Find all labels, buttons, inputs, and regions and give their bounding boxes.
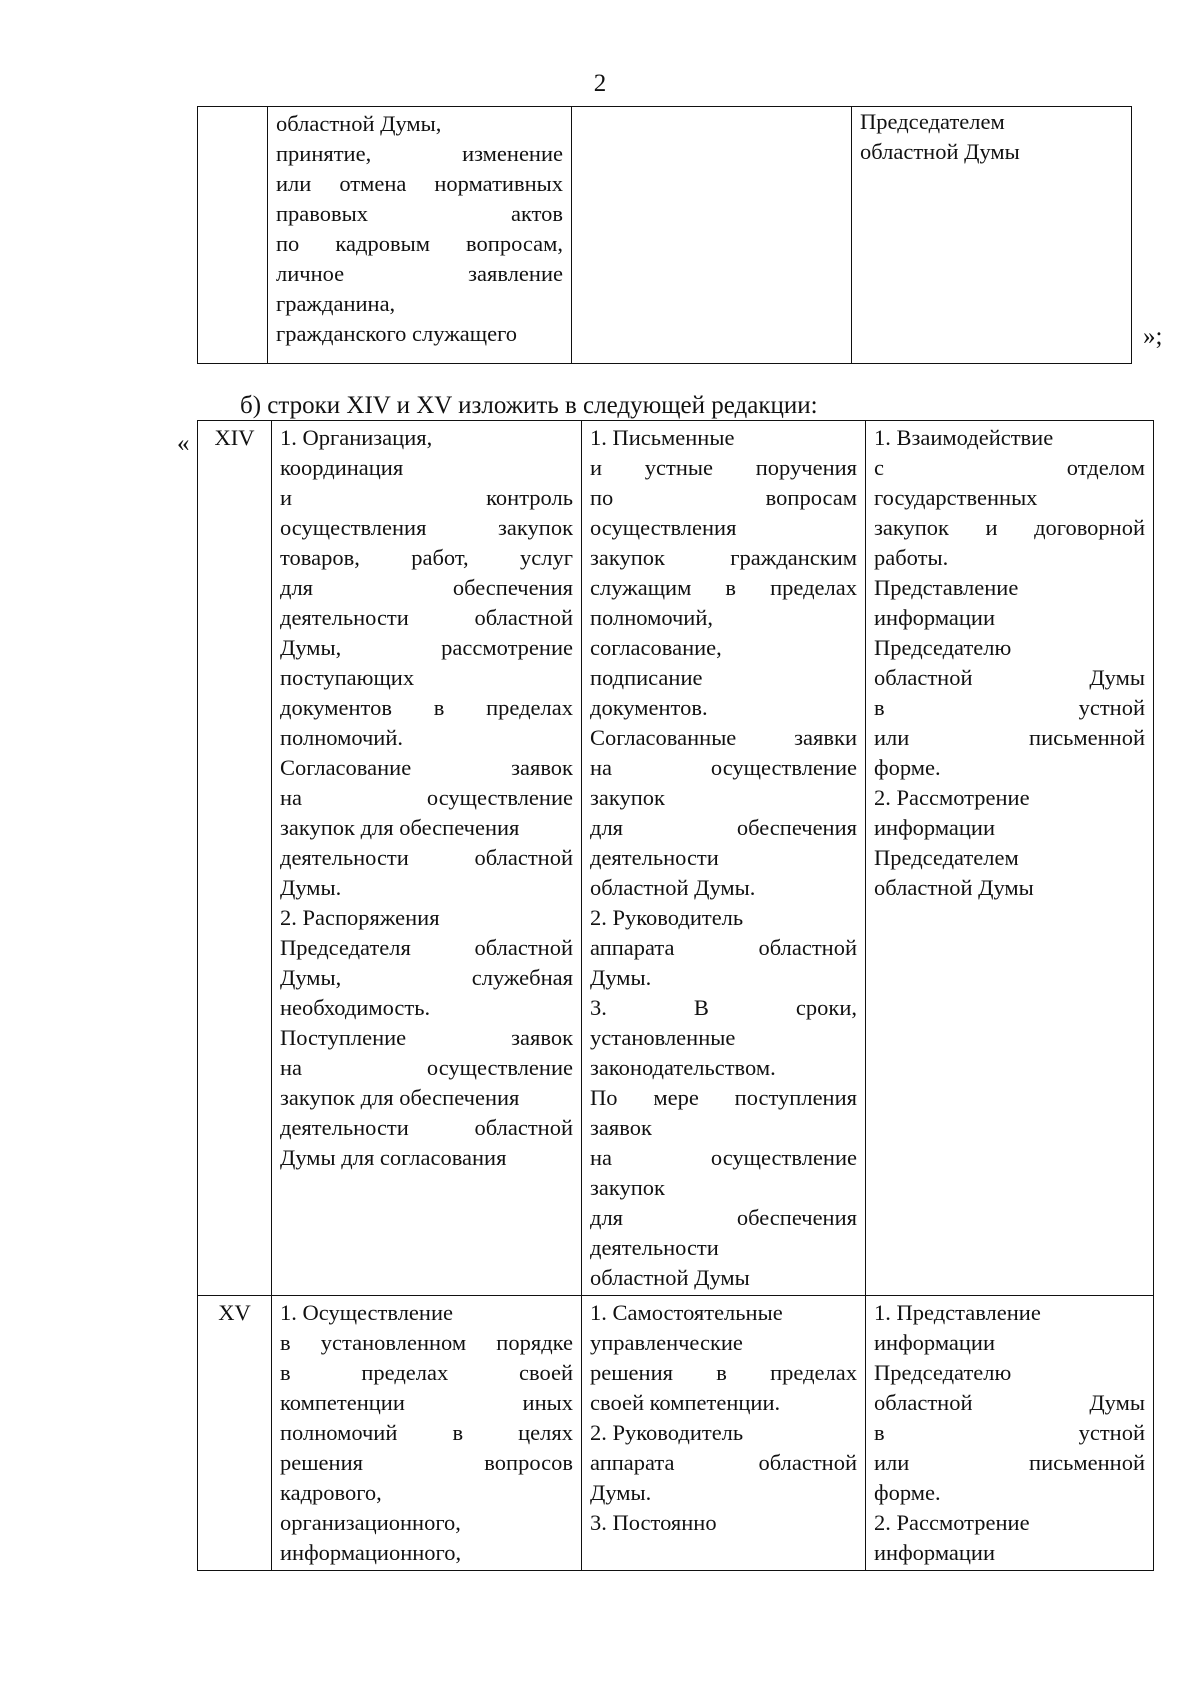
cell-text-line: Думы. xyxy=(590,1480,652,1505)
cell-text-line: закупок и договорной xyxy=(874,515,1145,540)
cell-text-line: или отмена нормативных xyxy=(276,171,563,196)
procedure-text xyxy=(276,109,563,349)
cell-text-line: работы. xyxy=(874,545,949,570)
cell-text-line: и устные поручения xyxy=(590,455,857,480)
cell-text-line: закупок гражданским xyxy=(590,545,857,570)
cell-text-line: областной Думы xyxy=(874,875,1034,900)
procedure-cell xyxy=(272,1296,582,1571)
cell-text-line: областной Думы xyxy=(590,1265,750,1290)
cell-text-line: по вопросам xyxy=(590,485,857,510)
cell-text-line: для обеспечения xyxy=(590,1205,857,1230)
cell-text-line: аппарата областной xyxy=(590,1450,857,1475)
cell-text-line: 1. Организация, xyxy=(280,425,433,450)
cell-text-line: 2. Руководитель xyxy=(590,1420,744,1445)
closing-quote-mark: »; xyxy=(1143,323,1163,350)
cell-text-line: областной Думы. xyxy=(590,875,756,900)
cell-text-line: Согласованные заявки xyxy=(590,725,857,750)
cell-text-line: деятельности xyxy=(590,1235,719,1260)
cell-text-line: деятельности областной xyxy=(280,605,573,630)
interaction-text xyxy=(874,423,1145,903)
cell-text-line: деятельности областной xyxy=(280,845,573,870)
opening-quote-mark: « xyxy=(177,430,190,457)
cell-text-line: закупок для обеспечения xyxy=(280,1085,520,1110)
interaction-text xyxy=(860,107,1123,167)
cell-text-line: для обеспечения xyxy=(590,815,857,840)
cell-text-line: 1. Письменные xyxy=(590,425,735,450)
cell-text-line: в пределах своей xyxy=(280,1360,573,1385)
cell-text-line: правовых актов xyxy=(276,201,563,226)
cell-text-line: Поступление заявок xyxy=(280,1025,573,1050)
cell-text-line: для обеспечения xyxy=(280,575,573,600)
cell-text-line: личное заявление xyxy=(276,261,563,286)
cell-text-line: в установленном порядке xyxy=(280,1330,573,1355)
cell-text-line: по кадровым вопросам, xyxy=(276,231,563,256)
cell-text-line: информации xyxy=(874,605,996,630)
cell-text-line: подписание xyxy=(590,665,703,690)
cell-text-line: закупок xyxy=(590,785,665,810)
cell-text-line: Председателя областной xyxy=(280,935,573,960)
cell-text-line: Думы. xyxy=(280,875,342,900)
cell-text-line: в устной xyxy=(874,1420,1145,1445)
cell-text-line: управленческие xyxy=(590,1330,743,1355)
cell-text-line: полномочий в целях xyxy=(280,1420,573,1445)
row-number-cell: XV xyxy=(198,1296,272,1571)
cell-text-line: 2. Рассмотрение xyxy=(874,785,1030,810)
cell-text-line: информации xyxy=(874,815,996,840)
table-row xyxy=(198,421,1154,1296)
cell-text-line: полномочий, xyxy=(590,605,714,630)
deadline-text xyxy=(590,423,857,1293)
row-number-cell: XIV xyxy=(198,421,272,1296)
cell-text-line: осуществления закупок xyxy=(280,515,573,540)
row-number-cell xyxy=(198,107,268,364)
cell-text-line: 1. Самостоятельные xyxy=(590,1300,783,1325)
cell-text-line: информационного, xyxy=(280,1540,462,1565)
cell-text-line: гражданского служащего xyxy=(276,321,517,346)
cell-text-line: Думы. xyxy=(590,965,652,990)
cell-text-line: закупок xyxy=(590,1175,665,1200)
cell-text-line: 2. Распоряжения xyxy=(280,905,440,930)
amendment-instruction: б) строки XIV и XV изложить в следующей редакции: xyxy=(240,392,818,419)
procedure-text xyxy=(280,423,573,1173)
table-row xyxy=(198,107,1132,364)
cell-text-line: Согласование заявок xyxy=(280,755,573,780)
cell-text-line: товаров, работ, услуг xyxy=(280,545,573,570)
cell-text-line: законодательством. xyxy=(590,1055,776,1080)
cell-text-line: гражданина, xyxy=(276,291,396,316)
cell-text-line: аппарата областной xyxy=(590,935,857,960)
interaction-cell xyxy=(852,107,1132,364)
cell-text-line: организационного, xyxy=(280,1510,461,1535)
cell-text-line: Думы, рассмотрение xyxy=(280,635,573,660)
cell-text-line: решения вопросов xyxy=(280,1450,573,1475)
cell-text-line: информации xyxy=(874,1540,996,1565)
cell-text-line: на осуществление xyxy=(590,755,857,780)
interaction-text xyxy=(874,1298,1145,1568)
cell-text-line: принятие, изменение xyxy=(276,141,563,166)
cell-text-line: информации xyxy=(874,1330,996,1355)
deadline-cell xyxy=(582,421,866,1296)
cell-text-line: 1. Представление xyxy=(874,1300,1041,1325)
cell-text-line: на осуществление xyxy=(590,1145,857,1170)
cell-text-line: 2. Рассмотрение xyxy=(874,1510,1030,1535)
cell-text-line: в устной xyxy=(874,695,1145,720)
cell-text-line: Председателем xyxy=(874,845,1019,870)
interaction-cell xyxy=(866,421,1154,1296)
cell-text-line: областной Думы xyxy=(860,139,1020,164)
cell-text-line: По мере поступления xyxy=(590,1085,857,1110)
cell-text-line: Представление xyxy=(874,575,1019,600)
cell-text-line: или письменной xyxy=(874,1450,1145,1475)
cell-text-line: областной Думы, xyxy=(276,111,442,136)
cell-text-line: деятельности областной xyxy=(280,1115,573,1140)
cell-text-line: Председателю xyxy=(874,1360,1012,1385)
cell-text-line: 3. В сроки, xyxy=(590,995,857,1020)
cell-text-line: государственных xyxy=(874,485,1038,510)
cell-text-line: необходимость. xyxy=(280,995,431,1020)
interaction-cell xyxy=(866,1296,1154,1571)
cell-text-line: решения в пределах xyxy=(590,1360,857,1385)
cell-text-line: своей компетенции. xyxy=(590,1390,781,1415)
page-number: 2 xyxy=(593,70,607,97)
cell-text-line: компетенции иных xyxy=(280,1390,573,1415)
cell-text-line: закупок для обеспечения xyxy=(280,815,520,840)
cell-text-line: на осуществление xyxy=(280,1055,573,1080)
cell-text-line: документов в пределах xyxy=(280,695,573,720)
cell-text-line: 1. Взаимодействие xyxy=(874,425,1054,450)
procedure-cell xyxy=(272,421,582,1296)
cell-text-line: Председателем xyxy=(860,109,1005,134)
cell-text-line: согласование, xyxy=(590,635,722,660)
cell-text-line: установленные xyxy=(590,1025,736,1050)
deadline-cell xyxy=(572,107,852,364)
cell-text-line: и контроль xyxy=(280,485,573,510)
cell-text-line: документов. xyxy=(590,695,708,720)
deadline-cell xyxy=(582,1296,866,1571)
cell-text-line: с отделом xyxy=(874,455,1145,480)
cell-text-line: служащим в пределах xyxy=(590,575,857,600)
cell-text-line: 3. Постоянно xyxy=(590,1510,717,1535)
cell-text-line: Думы для согласования xyxy=(280,1145,507,1170)
cell-text-line: на осуществление xyxy=(280,785,573,810)
cell-text-line: 2. Руководитель xyxy=(590,905,744,930)
procedure-text xyxy=(280,1298,573,1568)
amended-rows-table xyxy=(197,420,1154,1571)
cell-text-line: Председателю xyxy=(874,635,1012,660)
table-row xyxy=(198,1296,1154,1571)
cell-text-line: координация xyxy=(280,455,404,480)
cell-text-line: осуществления xyxy=(590,515,737,540)
cell-text-line: областной Думы xyxy=(874,1390,1145,1415)
cell-text-line: заявок xyxy=(590,1115,652,1140)
continued-table xyxy=(197,106,1132,364)
deadline-text xyxy=(590,1298,857,1538)
cell-text-line: форме. xyxy=(874,755,941,780)
cell-text-line: кадрового, xyxy=(280,1480,382,1505)
cell-text-line: полномочий. xyxy=(280,725,404,750)
cell-text-line: областной Думы xyxy=(874,665,1145,690)
cell-text-line: или письменной xyxy=(874,725,1145,750)
cell-text-line: 1. Осуществление xyxy=(280,1300,453,1325)
cell-text-line: деятельности xyxy=(590,845,719,870)
cell-text-line: поступающих xyxy=(280,665,415,690)
procedure-cell xyxy=(268,107,572,364)
cell-text-line: форме. xyxy=(874,1480,941,1505)
cell-text-line: Думы, служебная xyxy=(280,965,573,990)
